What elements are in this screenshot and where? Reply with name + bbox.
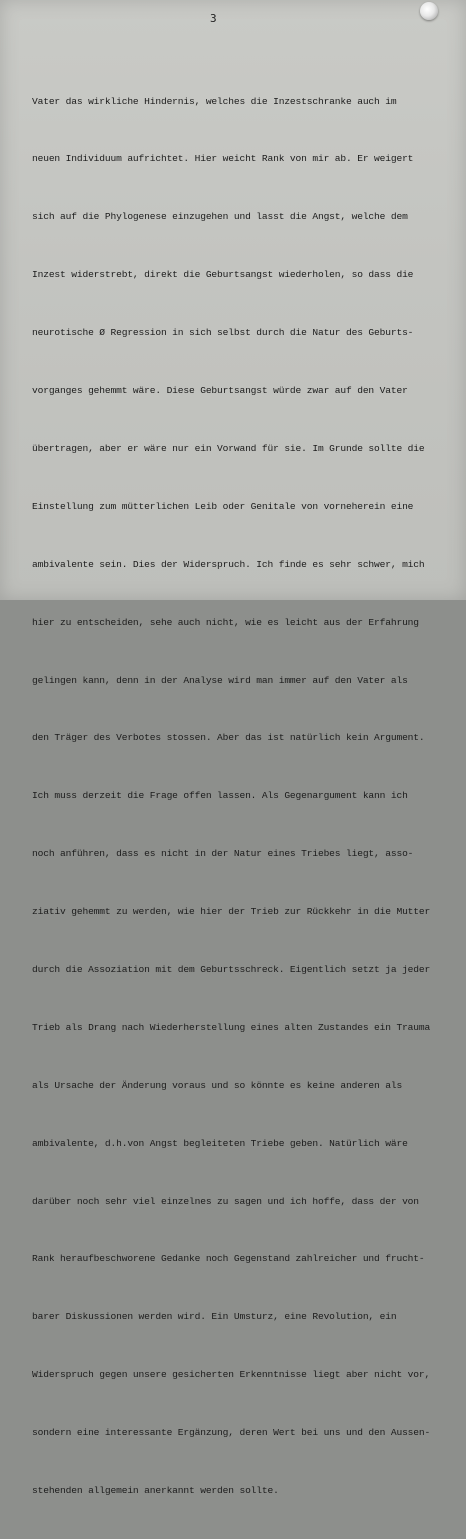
text-line: ambivalente sein. Dies der Widerspruch. Ich finde es sehr schwer, mich [32, 558, 425, 570]
text-line: noch anführen, dass es nicht in der Natur eines Triebes liegt, asso- [32, 848, 414, 860]
text-line: Rank heraufbeschworene Gedanke noch Gegenstand zahlreicher und frucht- [32, 1253, 425, 1265]
text-line: Einstellung zum mütterlichen Leib oder Genitale von vorneherein eine [32, 500, 414, 512]
text-line: Inzest widerstrebt, direkt die Geburtsangst wiederholen, so dass die [32, 269, 414, 281]
text-line: Trieb als Drang nach Wiederherstellung eines alten Zustandes ein Trauma [32, 1021, 431, 1033]
text-line: darüber noch sehr viel einzelnes zu sagen und ich hoffe, dass der von [32, 1195, 419, 1207]
text-line: barer Diskussionen werden wird. Ein Umsturz, eine Revolution, ein [32, 1311, 397, 1323]
text-line: den Träger des Verbotes stossen. Aber das ist natürlich kein Argument. [32, 732, 425, 744]
pushpin-icon [420, 2, 438, 20]
text-line: ziativ gehemmt zu werden, wie hier der Trieb zur Rückkehr in die Mutter [32, 906, 431, 918]
text-line: sondern eine interessante Ergänzung, deren Wert bei uns und den Aussen- [32, 1427, 431, 1439]
text-line: Widerspruch gegen unsere gesicherten Erkenntnisse liegt aber nicht vor, [32, 1369, 431, 1381]
body-text [32, 53, 452, 1539]
page-number: 3 [210, 12, 217, 25]
text-line: hier zu entscheiden, sehe auch nicht, wie es leicht aus der Erfahrung [32, 616, 419, 628]
text-line: Vater das wirkliche Hindernis, welches die Inzestschranke auch im [32, 95, 397, 107]
text-line: durch die Assoziation mit dem Geburtsschreck. Eigentlich setzt ja jeder [32, 963, 431, 975]
text-line: neuen Individuum aufrichtet. Hier weicht Rank von mir ab. Er weigert [32, 153, 414, 165]
text-line: gelingen kann, denn in der Analyse wird man immer auf den Vater als [32, 674, 408, 686]
text-line: als Ursache der Änderung voraus und so könnte es keine anderen als [32, 1079, 403, 1091]
text-line: sich auf die Phylogenese einzugehen und lasst die Angst, welche dem [32, 211, 408, 223]
text-line: übertragen, aber er wäre nur ein Vorwand für sie. Im Grunde sollte die [32, 442, 425, 454]
text-line: vorganges gehemmt wäre. Diese Geburtsangst würde zwar auf den Vater [32, 385, 408, 397]
text-line: Ich muss derzeit die Frage offen lassen. Als Gegenargument kann ich [32, 790, 408, 802]
text-line: ambivalente, d.h.von Angst begleiteten Triebe geben. Natürlich wäre [32, 1137, 408, 1149]
text-line: stehenden allgemein anerkannt werden sollte. [32, 1484, 279, 1496]
text-line: neurotische Ø Regression in sich selbst durch die Natur des Geburts- [32, 327, 414, 339]
